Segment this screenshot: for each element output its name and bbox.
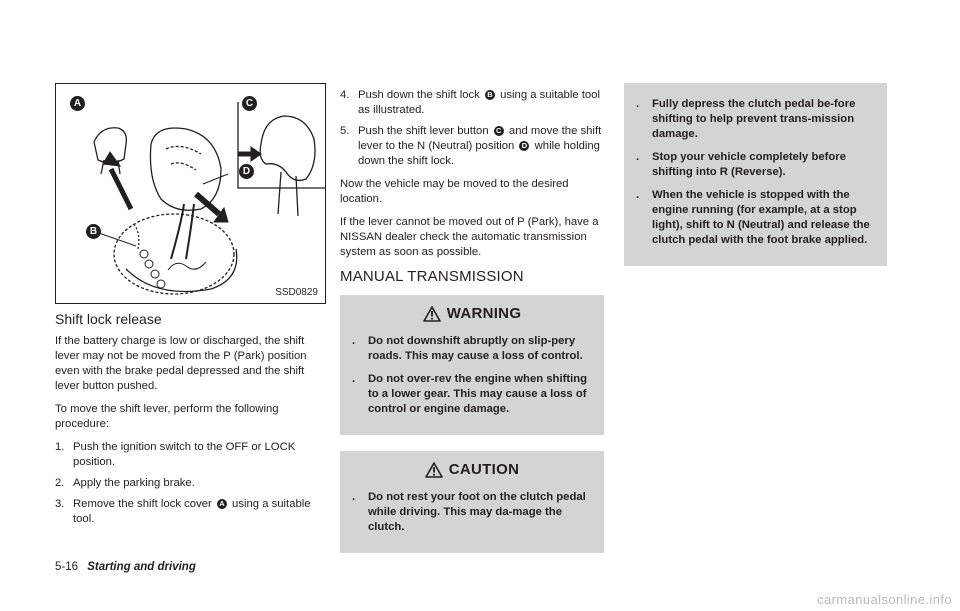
step-5: 5. Push the shift lever button C and move the shift lever to the N (Neutral) position D while holding down the shift lock. <box>340 125 602 167</box>
procedure-intro: To move the shift lever, perform the following procedure: <box>55 403 279 430</box>
step-3: 3. Remove the shift lock cover A using a suitable tool. <box>55 498 311 525</box>
manual-transmission-heading: MANUAL TRANSMISSION <box>340 268 524 285</box>
caution-box <box>340 451 604 553</box>
procedure-steps-cont <box>340 88 604 169</box>
step-1: 1. Push the ignition switch to the OFF or LOCK position. <box>55 441 296 468</box>
page-footer <box>55 561 196 573</box>
caution-list <box>350 490 594 535</box>
step-4: 4. Push down the shift lock B using a suitable tool as illustrated. <box>340 89 600 116</box>
caution-item: . Stop your vehicle completely before shifting into R (Reverse). <box>636 151 846 178</box>
dealer-check-paragraph: If the lever cannot be moved out of P (Park), have a NISSAN dealer check the automatic transmission system as soon as possible. <box>340 216 599 258</box>
battery-paragraph: If the battery charge is low or discharged, the shift lever may not be moved from the P (Park) position even with the brake pedal depressed and the shift lever button pushed. <box>55 335 307 392</box>
label-c-badge: C <box>242 96 257 111</box>
right-column <box>624 83 887 266</box>
vehicle-moved-paragraph: Now the vehicle may be moved to the desired location. <box>340 178 569 205</box>
inline-badge-c: C <box>494 126 504 136</box>
page-number: 5-16 <box>55 561 79 573</box>
warning-item: . Do not over-rev the engine when shifting to a lower gear. This may cause a loss of control or engine damage. <box>352 373 588 415</box>
label-d-badge: D <box>239 164 254 179</box>
caution-item: . When the vehicle is stopped with the engine running (for example, at a stop light), shift to N (Neutral) and release the clutch pedal with the foot brake applied. <box>636 189 870 246</box>
col1-body <box>55 334 326 535</box>
label-b-badge: B <box>86 224 101 239</box>
section-name: Starting and driving <box>87 561 196 573</box>
label-a-badge: A <box>70 96 85 111</box>
caution-item: . Fully depress the clutch pedal be-fore shifting to help prevent trans-mission damage. <box>636 98 856 140</box>
warning-triangle-icon <box>423 306 441 322</box>
warning-title: WARNING <box>446 305 522 322</box>
inline-badge-b: B <box>485 90 495 100</box>
shift-lock-illustration <box>55 83 326 304</box>
caution-title: CAUTION <box>448 461 520 478</box>
caution-triangle-icon <box>425 462 443 478</box>
shift-lever-diagram <box>56 84 325 303</box>
warning-item: . Do not downshift abruptly on slip-pery roads. This may cause a loss of control. <box>352 335 583 362</box>
middle-column <box>340 88 604 553</box>
inline-badge-a: A <box>217 499 227 509</box>
step-2: 2. Apply the parking brake. <box>55 477 195 489</box>
figure-code: SSD0829 <box>275 287 318 298</box>
warning-box <box>340 295 604 435</box>
procedure-steps <box>55 440 326 527</box>
watermark: carmanualsonline.info <box>817 592 952 607</box>
warning-list <box>350 334 594 417</box>
inline-badge-d: D <box>519 141 529 151</box>
caution-list-continued <box>634 97 877 248</box>
subheading-shift-lock-release: Shift lock release <box>55 311 162 327</box>
caution-box-continued <box>624 83 887 266</box>
caution-item: . Do not rest your foot on the clutch pedal while driving. This may da-mage the clutch. <box>352 491 586 533</box>
